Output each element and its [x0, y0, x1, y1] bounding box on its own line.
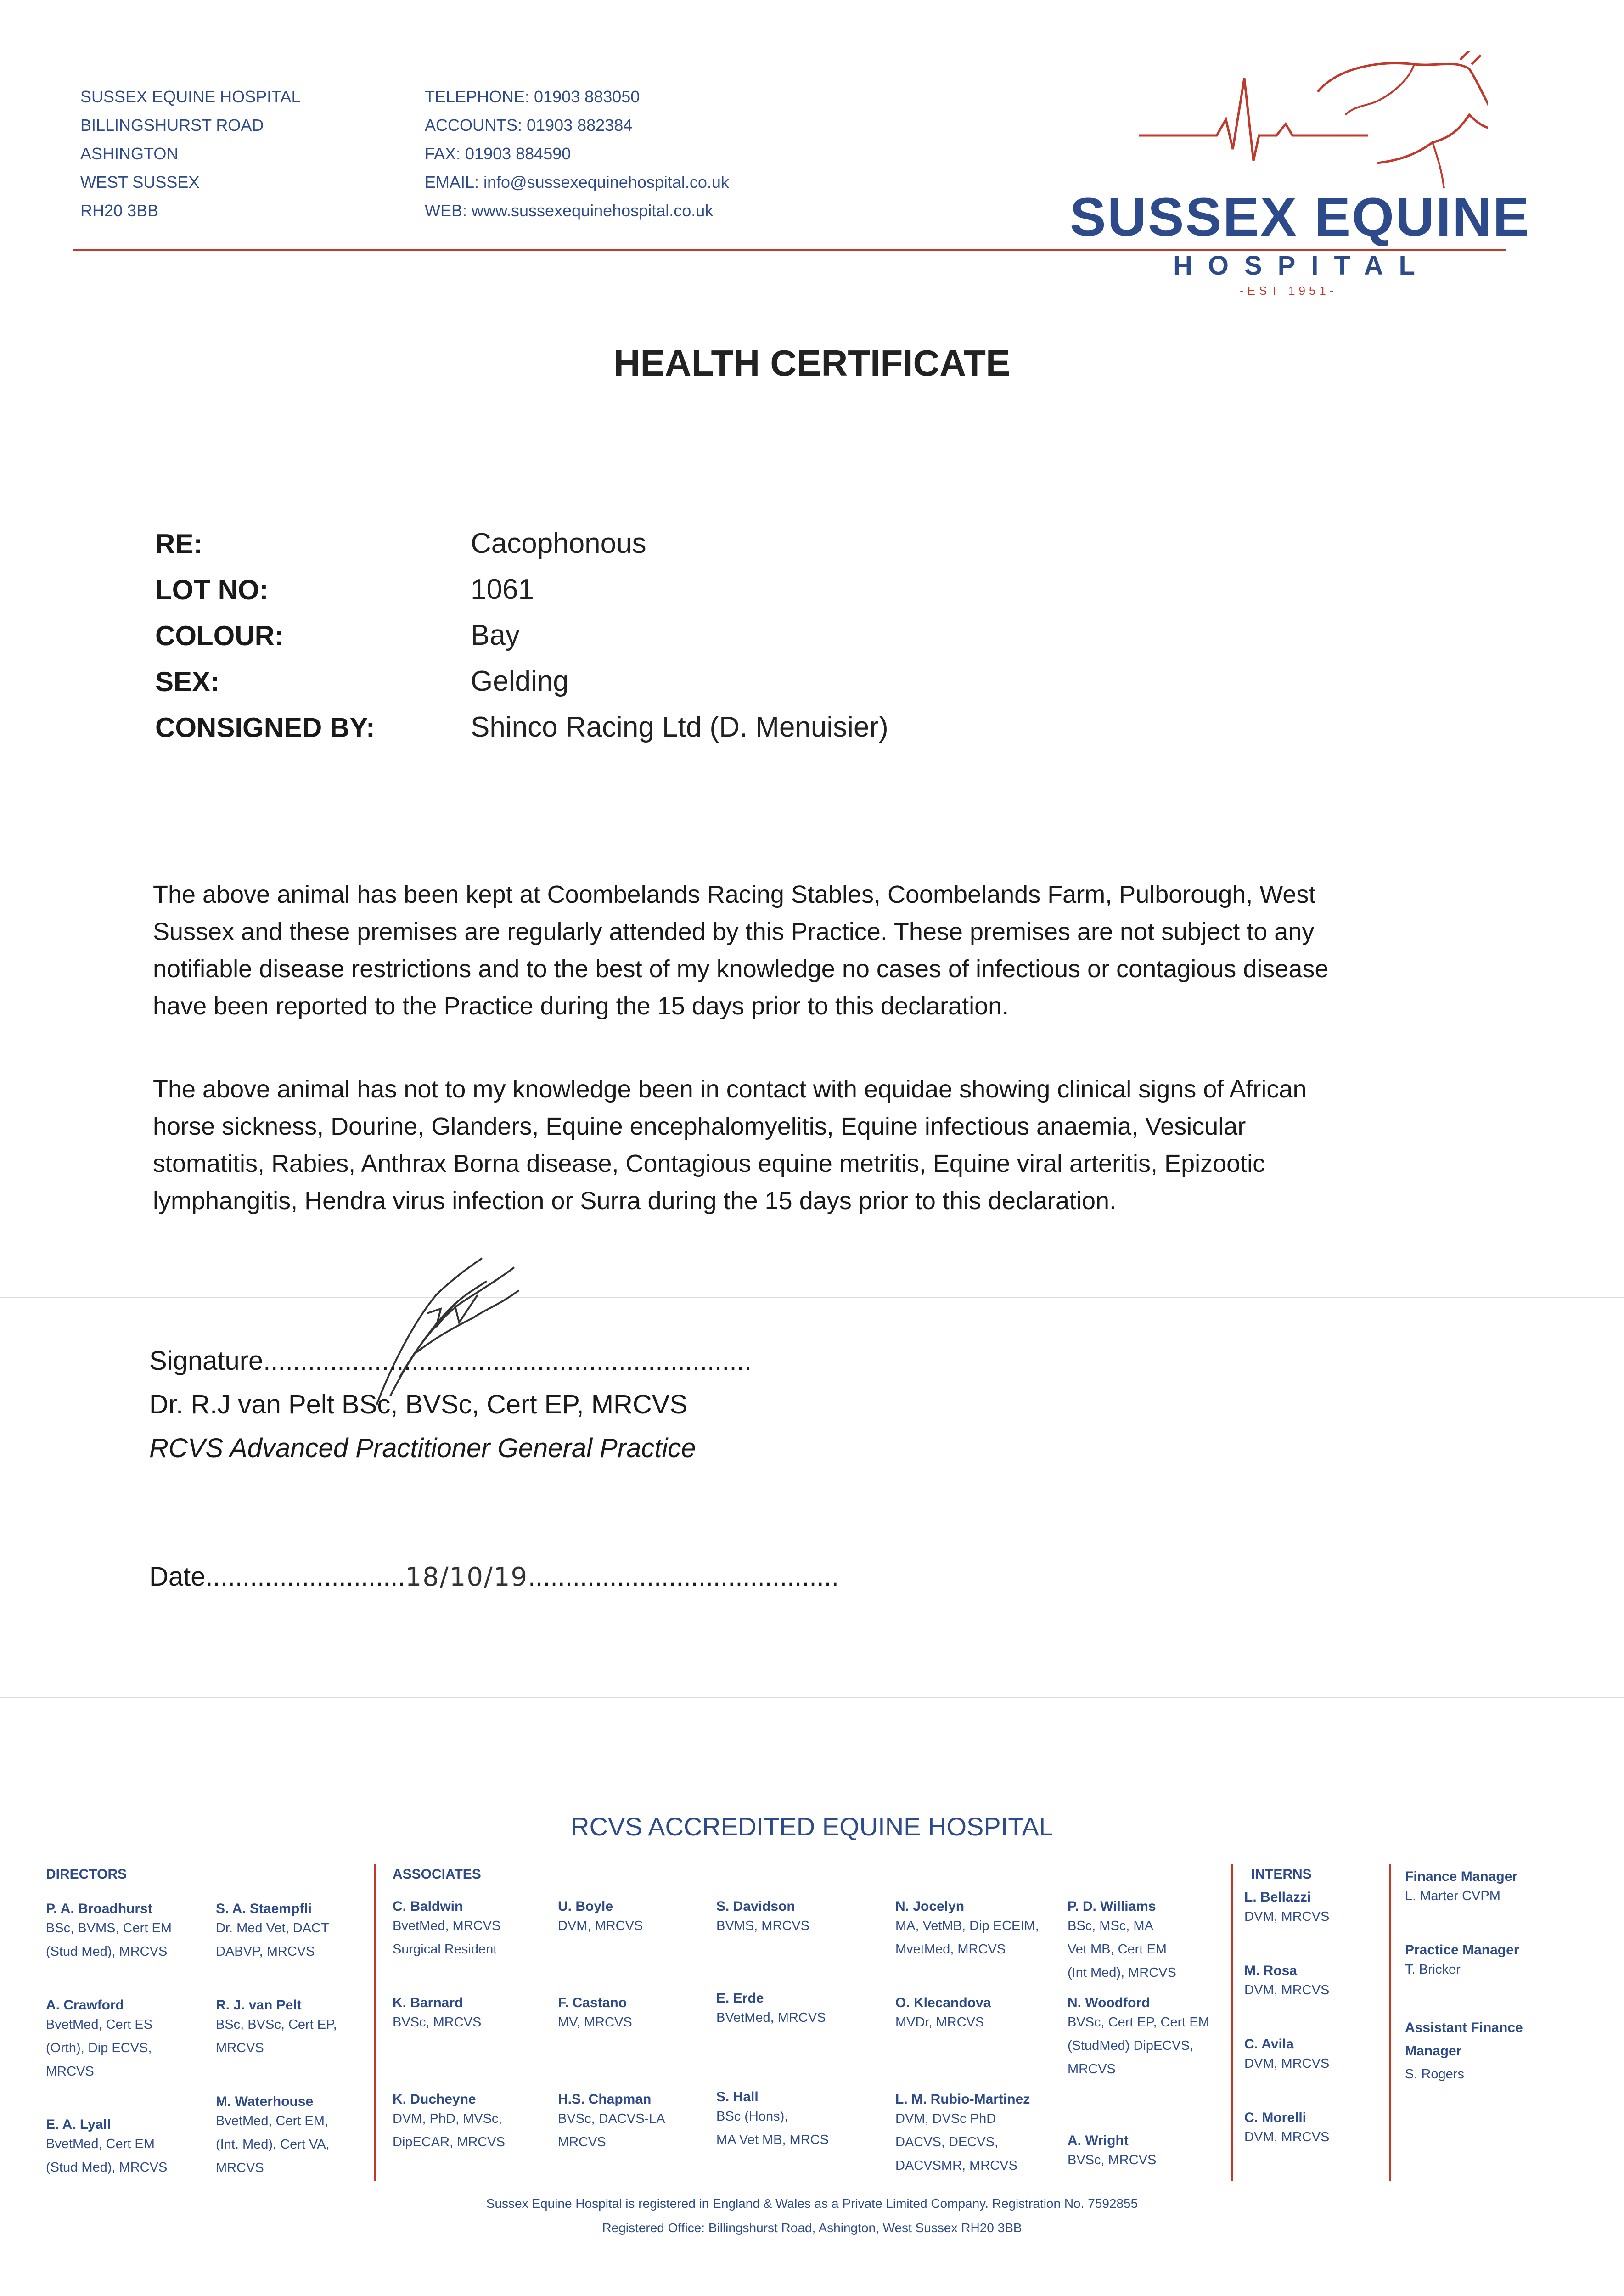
staff-qualifications: BSc, BVMS, Cert EM (Stud Med), MRCVS	[46, 1921, 172, 1959]
staff-entry	[1244, 2110, 1329, 2149]
field-value-re: Cacophonous	[471, 528, 646, 559]
company-registration: Sussex Equine Hospital is registered in England & Wales as a Private Limited Company. Registration No. 7592855	[486, 2196, 1138, 2211]
declaration-paragraph-contact	[153, 1071, 1484, 1220]
column-divider	[1231, 1864, 1233, 2181]
accreditation-banner: RCVS ACCREDITED EQUINE HOSPITAL	[571, 1812, 1053, 1841]
hospital-contact	[425, 83, 729, 225]
staff-qualifications: BvetMed, Cert ES (Orth), Dip ECVS, MRCVS	[46, 2017, 153, 2079]
staff-name: E. Erde	[716, 1991, 764, 2006]
date-dots: ...........................	[205, 1562, 405, 1592]
staff-qualifications: DVM, MRCVS	[1244, 2130, 1330, 2144]
staff-entry	[393, 1899, 500, 1961]
staff-name: S. Davidson	[716, 1899, 795, 1914]
field-label-colour: COLOUR:	[155, 620, 284, 651]
staff-entry	[1244, 1963, 1329, 2002]
logo-established: -EST 1951-	[1240, 284, 1337, 298]
paragraph-line: stomatitis, Rabies, Anthrax Borna disease, Contagious equine metritis, Equine viral arteritis, Epizootic	[153, 1150, 1265, 1177]
address-line: RH20 3BB	[80, 201, 159, 220]
paragraph-line: The above animal has been kept at Coombelands Racing Stables, Coombelands Farm, Pulborough, West	[153, 881, 1316, 908]
column-divider	[1389, 1864, 1391, 2181]
staff-name: F. Castano	[558, 1995, 627, 2010]
horse-heartbeat-logo-icon	[1139, 51, 1488, 197]
staff-qualifications: DVM, MRCVS	[1244, 1909, 1330, 1924]
manager-title: Practice Manager	[1405, 1942, 1519, 1958]
certificate-title: HEALTH CERTIFICATE	[613, 343, 1011, 383]
column-divider	[374, 1864, 376, 2181]
manager-title: Assistant Finance Manager	[1405, 2020, 1523, 2059]
staff-qualifications: BSc, BVSc, Cert EP, MRCVS	[216, 2017, 337, 2055]
signature-label: Signature	[149, 1346, 264, 1376]
staff-qualifications: BSc (Hons), MA Vet MB, MRCS	[716, 2109, 829, 2147]
staff-entry	[895, 2092, 1030, 2178]
staff-name: C. Avila	[1244, 2037, 1294, 2052]
staff-name: H.S. Chapman	[558, 2092, 652, 2107]
email: EMAIL: info@sussexequinehospital.co.uk	[425, 173, 729, 191]
manager-entry	[1405, 1942, 1519, 1981]
fax: FAX: 01903 884590	[425, 144, 571, 163]
staff-qualifications: BVSc, MRCVS	[393, 2015, 482, 2030]
staff-name: E. A. Lyall	[46, 2117, 111, 2132]
staff-qualifications: BvetMed, Cert EM, (Int. Med), Cert VA, MRCVS	[216, 2114, 330, 2175]
telephone: TELEPHONE: 01903 883050	[425, 87, 640, 106]
staff-name: M. Rosa	[1244, 1963, 1298, 1978]
date-dots: ..........................................	[528, 1562, 839, 1592]
staff-qualifications: DVM, MRCVS	[1244, 2056, 1330, 2071]
logo-subtitle: HOSPITAL	[1173, 251, 1431, 281]
page-fold-line	[0, 1697, 1624, 1698]
interns-heading: INTERNS	[1251, 1867, 1312, 1882]
vet-name: Dr. R.J van Pelt BSc, BVSc, Cert EP, MRCVS	[149, 1390, 688, 1419]
staff-name: L. Bellazzi	[1244, 1890, 1311, 1905]
staff-name: L. M. Rubio-Martinez	[895, 2092, 1030, 2107]
logo-wordmark: SUSSEX EQUINE	[1070, 187, 1530, 248]
staff-name: N. Jocelyn	[895, 1899, 965, 1914]
field-value-consigned: Shinco Racing Ltd (D. Menuisier)	[471, 711, 888, 743]
website: WEB: www.sussexequinehospital.co.uk	[425, 201, 714, 220]
staff-name: P. A. Broadhurst	[46, 1901, 152, 1916]
staff-name: P. D. Williams	[1068, 1899, 1156, 1914]
staff-entry	[46, 1998, 152, 2083]
paragraph-line: have been reported to the Practice during the 15 days prior to this declaration.	[153, 992, 1009, 1020]
staff-qualifications: BSc, MSc, MA Vet MB, Cert EM (Int Med), MRCVS	[1068, 1919, 1176, 1980]
staff-entry	[1068, 2133, 1156, 2172]
accounts-phone: ACCOUNTS: 01903 882384	[425, 116, 633, 135]
staff-entry	[1068, 1995, 1209, 2081]
staff-qualifications: BVSc, DACVS-LA MRCVS	[558, 2111, 665, 2150]
signature-dots: ..................................................................	[263, 1346, 752, 1376]
manager-name: L. Marter CVPM	[1405, 1889, 1500, 1903]
staff-name: C. Morelli	[1244, 2110, 1307, 2125]
field-value-lot: 1061	[471, 574, 534, 605]
staff-entry	[895, 1995, 991, 2034]
address-line: BILLINGSHURST ROAD	[80, 116, 264, 135]
paragraph-line: lymphangitis, Hendra virus infection or Surra during the 15 days prior to this declaration.	[153, 1187, 1117, 1215]
staff-qualifications: DVM, MRCVS	[1244, 1983, 1330, 1998]
manager-entry	[1405, 1869, 1517, 1908]
staff-name: R. J. van Pelt	[216, 1998, 302, 2013]
staff-qualifications: DVM, PhD, MVSc, DipECAR, MRCVS	[393, 2111, 505, 2150]
staff-entry	[716, 2089, 829, 2152]
staff-qualifications: BvetMed, MRCVS Surgical Resident	[393, 1919, 501, 1957]
field-label-re: RE:	[155, 529, 203, 559]
paragraph-line: Sussex and these premises are regularly attended by this Practice. These premises are not subject to any	[153, 918, 1315, 945]
date-value: 18/10/19	[405, 1562, 528, 1592]
address-line: WEST SUSSEX	[80, 173, 200, 191]
staff-qualifications: MV, MRCVS	[558, 2015, 632, 2030]
date-line	[149, 1561, 839, 1592]
paragraph-line: The above animal has not to my knowledge been in contact with equidae showing clinical signs of African	[153, 1075, 1307, 1103]
staff-entry	[558, 2092, 665, 2154]
paragraph-line: notifiable disease restrictions and to the best of my knowledge no cases of infectious or contagious disease	[153, 955, 1329, 983]
page-fold-line	[0, 1297, 1624, 1298]
staff-entry	[46, 2117, 167, 2179]
field-value-sex: Gelding	[471, 665, 569, 697]
signature-line	[149, 1345, 752, 1376]
staff-qualifications: Dr. Med Vet, DACT DABVP, MRCVS	[216, 1921, 329, 1959]
staff-name: S. Hall	[716, 2089, 759, 2105]
staff-qualifications: BVSc, MRCVS	[1068, 2153, 1157, 2167]
declaration-paragraph-premises	[153, 876, 1484, 1025]
staff-entry	[716, 1899, 809, 1938]
staff-name: C. Baldwin	[393, 1899, 463, 1914]
staff-name: M. Waterhouse	[216, 2094, 314, 2109]
staff-qualifications: DVM, DVSc PhD DACVS, DECVS, DACVSMR, MRCVS	[895, 2111, 1017, 2173]
handwritten-signature	[321, 1240, 560, 1414]
date-label: Date	[149, 1562, 206, 1592]
directors-heading: DIRECTORS	[46, 1867, 127, 1882]
staff-name: O. Klecandova	[895, 1995, 991, 2010]
address-line: ASHINGTON	[80, 144, 179, 163]
staff-name: K. Ducheyne	[393, 2092, 476, 2107]
manager-name: S. Rogers	[1405, 2067, 1464, 2082]
paragraph-line: horse sickness, Dourine, Glanders, Equine encephalomyelitis, Equine infectious anaemia, Vesicular	[153, 1113, 1246, 1140]
staff-entry	[895, 1899, 1039, 1961]
staff-name: A. Wright	[1068, 2133, 1129, 2148]
field-label-sex: SEX:	[155, 666, 220, 697]
staff-entry	[716, 1991, 826, 2030]
staff-qualifications: MVDr, MRCVS	[895, 2015, 984, 2030]
hospital-address	[80, 83, 300, 225]
staff-entry	[216, 2094, 330, 2180]
staff-name: U. Boyle	[558, 1899, 613, 1914]
staff-qualifications: DVM, MRCVS	[558, 1919, 643, 1933]
staff-entry	[393, 2092, 505, 2154]
staff-entry	[1068, 1899, 1176, 1985]
staff-entry	[216, 1901, 329, 1964]
staff-qualifications: BVSc, Cert EP, Cert EM (StudMed) DipECVS, MRCVS	[1068, 2015, 1209, 2077]
address-line: SUSSEX EQUINE HOSPITAL	[80, 87, 301, 106]
staff-entry	[558, 1995, 632, 2034]
manager-entry	[1405, 2016, 1523, 2086]
associates-heading: ASSOCIATES	[393, 1867, 481, 1882]
field-value-colour: Bay	[471, 619, 520, 651]
staff-entry	[393, 1995, 481, 2034]
staff-entry	[1244, 2037, 1329, 2076]
field-label-consigned: CONSIGNED BY:	[155, 712, 375, 743]
staff-name: S. A. Staempfli	[216, 1901, 312, 1916]
field-label-lot: LOT NO:	[155, 574, 269, 605]
staff-name: A. Crawford	[46, 1998, 124, 2013]
staff-qualifications: BVMS, MRCVS	[716, 1919, 810, 1933]
vet-role: RCVS Advanced Practitioner General Practice	[149, 1433, 696, 1463]
staff-entry	[46, 1901, 172, 1964]
manager-name: T. Bricker	[1405, 1962, 1461, 1977]
staff-qualifications: BVetMed, MRCVS	[716, 2010, 826, 2025]
staff-qualifications: BvetMed, Cert EM (Stud Med), MRCVS	[46, 2137, 168, 2175]
staff-name: K. Barnard	[393, 1995, 463, 2010]
staff-qualifications: MA, VetMB, Dip ECEIM, MvetMed, MRCVS	[895, 1919, 1039, 1957]
header-divider	[73, 249, 1506, 251]
manager-title: Finance Manager	[1405, 1869, 1518, 1884]
staff-entry	[558, 1899, 643, 1938]
staff-entry	[1244, 1890, 1329, 1929]
registered-office: Registered Office: Billingshurst Road, Ashington, West Sussex RH20 3BB	[602, 2221, 1022, 2235]
staff-name: N. Woodford	[1068, 1995, 1150, 2010]
staff-entry	[216, 1998, 337, 2060]
